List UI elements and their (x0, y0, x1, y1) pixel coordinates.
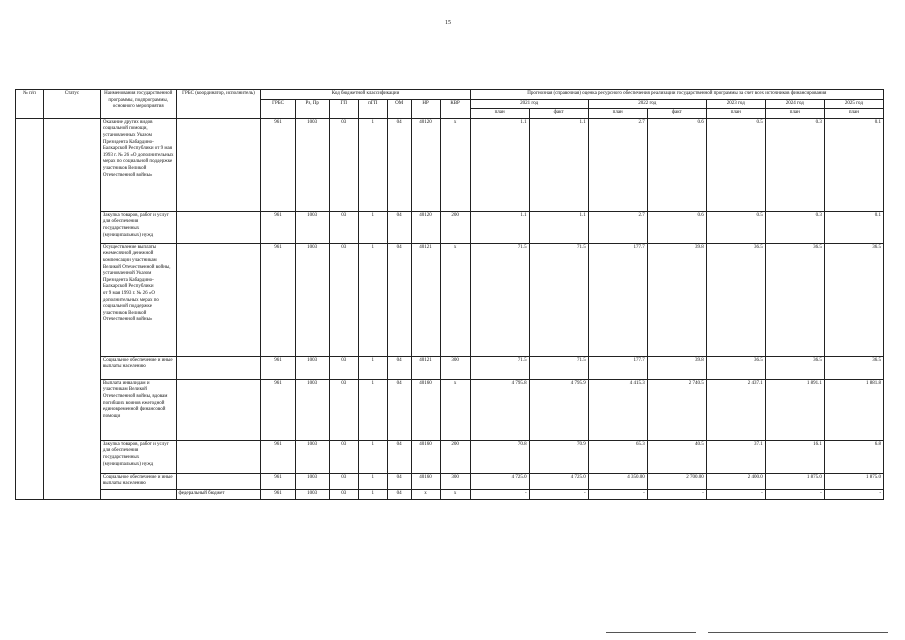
value-cell: 0.1 (824, 118, 883, 211)
code-header: ГП (329, 99, 358, 118)
code-cell: 300 (440, 356, 470, 379)
grbs-coord-cell (176, 473, 261, 489)
code-cell: 40121 (411, 243, 440, 356)
sub-header: факт (647, 109, 706, 119)
value-cell: - (470, 489, 529, 499)
sub-header: план (470, 109, 529, 119)
value-cell: 6.8 (824, 440, 883, 473)
code-cell: 1 (358, 118, 387, 211)
footer-line (708, 632, 888, 633)
year-header: 2022 год (588, 99, 706, 109)
value-cell: 0.6 (647, 211, 706, 243)
col-grbs-coord-header: ГРБС (координатор, исполнитель) (176, 90, 261, 119)
code-header: ГРБС (261, 99, 295, 118)
num-cell (16, 118, 44, 499)
col-num-header: № п/п (16, 90, 44, 119)
budget-table (15, 89, 884, 500)
code-cell: 961 (261, 473, 295, 489)
value-cell: - (529, 489, 588, 499)
value-cell: 0.5 (706, 211, 765, 243)
value-cell: 71.5 (470, 243, 529, 356)
code-cell: 1 (358, 243, 387, 356)
value-cell: 0.3 (765, 211, 824, 243)
value-cell: 70.9 (529, 440, 588, 473)
value-cell: 2 700.00 (647, 473, 706, 489)
code-cell: 1003 (295, 243, 329, 356)
code-header: Рз, Пр (295, 99, 329, 118)
code-cell: 1003 (295, 489, 329, 499)
code-cell: 04 (387, 440, 411, 473)
year-header: 2025 год (824, 99, 883, 109)
table-row-federal (16, 489, 884, 499)
row-name: Социальное обеспечение и иные выплаты населению (100, 356, 176, 379)
code-cell: 04 (387, 243, 411, 356)
value-cell: - (588, 489, 647, 499)
value-cell: 0.6 (647, 118, 706, 211)
value-cell: 39.8 (647, 356, 706, 379)
value-cell: 4 725.0 (529, 473, 588, 489)
value-cell: 1.1 (529, 118, 588, 211)
value-cell: 4 795.9 (529, 379, 588, 440)
sub-header: план (765, 109, 824, 119)
value-cell: 2 400.0 (706, 473, 765, 489)
forecast-header: Прогнозная (справочная) оценка ресурсного обеспечения реализации государственной программы за счет всех источников финансирования (470, 90, 883, 100)
value-cell: 0.3 (765, 118, 824, 211)
code-cell: 961 (261, 440, 295, 473)
table-row (16, 211, 884, 243)
grbs-coord-cell (176, 440, 261, 473)
value-cell: 70.8 (470, 440, 529, 473)
code-cell: 04 (387, 379, 411, 440)
value-cell: 1.1 (470, 211, 529, 243)
code-cell: 04 (387, 211, 411, 243)
value-cell: 71.5 (529, 243, 588, 356)
value-cell: 36.5 (765, 243, 824, 356)
value-cell: 2 740.5 (647, 379, 706, 440)
code-header: ОМ (387, 99, 411, 118)
row-name: Выплата инвалидам и участникам Великой Отечественной войны, вдовам погибших воинов ежегодной единовременной финансовой помощи (100, 379, 176, 440)
code-cell: 1003 (295, 440, 329, 473)
code-cell: 200 (440, 440, 470, 473)
sub-header: план (588, 109, 647, 119)
row-name: Закупка товаров, работ и услуг для обеспечения государственных (муниципальных) нужд (100, 211, 176, 243)
row-name: Закупка товаров, работ и услуг для обеспечения государственных (муниципальных) нужд (100, 440, 176, 473)
code-cell: 1 (358, 211, 387, 243)
code-cell: 1003 (295, 211, 329, 243)
code-cell: х (440, 118, 470, 211)
code-cell: х (440, 379, 470, 440)
code-cell: 40121 (411, 356, 440, 379)
row-name: Социальное обеспечение и иные выплаты населению (100, 473, 176, 489)
grbs-coord-cell (176, 211, 261, 243)
value-cell: 71.5 (529, 356, 588, 379)
budget-code-header: Код бюджетной классификации (261, 90, 470, 100)
code-cell: 04 (387, 356, 411, 379)
code-cell: 03 (329, 473, 358, 489)
code-header: пГП (358, 99, 387, 118)
table-row (16, 473, 884, 489)
code-cell: 04 (387, 473, 411, 489)
code-cell: х (411, 489, 440, 499)
footer-line (606, 632, 696, 633)
value-cell: 4 795.8 (470, 379, 529, 440)
value-cell: 1.1 (470, 118, 529, 211)
value-cell: - (706, 489, 765, 499)
value-cell: 36.5 (824, 356, 883, 379)
value-cell: 0.1 (824, 211, 883, 243)
table-row (16, 379, 884, 440)
status-cell (43, 118, 100, 499)
grbs-coord-cell (176, 243, 261, 356)
code-cell: 1003 (295, 379, 329, 440)
code-cell: 1 (358, 379, 387, 440)
table-row (16, 118, 884, 211)
value-cell: - (824, 489, 883, 499)
code-cell: 03 (329, 489, 358, 499)
code-cell: 961 (261, 243, 295, 356)
code-cell: 961 (261, 211, 295, 243)
code-cell: 03 (329, 440, 358, 473)
grbs-coord-cell (176, 118, 261, 211)
value-cell: 65.3 (588, 440, 647, 473)
value-cell: 71.5 (470, 356, 529, 379)
value-cell: 4 725.0 (470, 473, 529, 489)
code-cell: 04 (387, 118, 411, 211)
code-cell: 03 (329, 243, 358, 356)
sub-header: факт (529, 109, 588, 119)
code-cell: 961 (261, 356, 295, 379)
code-cell: 1003 (295, 473, 329, 489)
value-cell: 1 881.8 (824, 379, 883, 440)
code-cell: 1003 (295, 356, 329, 379)
code-cell: 1 (358, 489, 387, 499)
table-row (16, 356, 884, 379)
year-header: 2021 год (470, 99, 588, 109)
code-cell: х (440, 243, 470, 356)
row-name: Оказание других видов социальной помощи, установленных Указом Президента Кабардино-Балкарской Республики от 9 мая 1993 г. № 26 «О дополнительных мерах по социальной поддержке участников Великой Отечественной войны» (100, 118, 176, 211)
value-cell: 36.5 (706, 356, 765, 379)
code-cell: 1 (358, 356, 387, 379)
table-row (16, 243, 884, 356)
sub-header: план (824, 109, 883, 119)
value-cell: 177.7 (588, 243, 647, 356)
code-cell: 1 (358, 473, 387, 489)
value-cell: 2.7 (588, 211, 647, 243)
row-name (100, 489, 176, 499)
code-header: КВР (440, 99, 470, 118)
value-cell: 177.7 (588, 356, 647, 379)
value-cell: 16.1 (765, 440, 824, 473)
value-cell: 1 875.0 (765, 473, 824, 489)
code-cell: 1 (358, 440, 387, 473)
value-cell: 2 437.1 (706, 379, 765, 440)
code-cell: 40160 (411, 440, 440, 473)
code-cell: 1003 (295, 118, 329, 211)
value-cell: - (647, 489, 706, 499)
value-cell: 1 891.1 (765, 379, 824, 440)
value-cell: 40.5 (647, 440, 706, 473)
grbs-coord-cell (176, 379, 261, 440)
funding-source-label: федеральный бюджет (176, 489, 261, 499)
code-cell: 40120 (411, 211, 440, 243)
col-name-header: Наименования государственной программы, подпрограммы, основного мероприятия (100, 90, 176, 119)
code-header: НР (411, 99, 440, 118)
page-number: 15 (445, 20, 451, 26)
value-cell: 39.8 (647, 243, 706, 356)
code-cell: 03 (329, 379, 358, 440)
value-cell: 36.5 (824, 243, 883, 356)
code-cell: 961 (261, 118, 295, 211)
value-cell: 1.1 (529, 211, 588, 243)
code-cell: 03 (329, 211, 358, 243)
code-cell: 04 (387, 489, 411, 499)
code-cell: 961 (261, 379, 295, 440)
col-status-header: Статус (43, 90, 100, 119)
year-header: 2024 год (765, 99, 824, 109)
code-cell: 200 (440, 211, 470, 243)
code-cell: 961 (261, 489, 295, 499)
year-header: 2023 год (706, 99, 765, 109)
grbs-coord-cell (176, 356, 261, 379)
value-cell: 4 350.00 (588, 473, 647, 489)
value-cell: 36.5 (706, 243, 765, 356)
row-name: Осуществление выплаты ежемесячной денежной компенсации участникам Великой Отечественной войны, установленной Указом Президента Кабардино-Балкарской Республики от 9 мая 1993 г. № 26 «О дополнительных мерах по социальной поддержке участников Великой Отечественной войны» (100, 243, 176, 356)
value-cell: - (765, 489, 824, 499)
code-cell: 40120 (411, 118, 440, 211)
value-cell: 2.7 (588, 118, 647, 211)
value-cell: 1 875.0 (824, 473, 883, 489)
code-cell: х (440, 489, 470, 499)
code-cell: 40160 (411, 473, 440, 489)
code-cell: 03 (329, 118, 358, 211)
value-cell: 4 415.3 (588, 379, 647, 440)
code-cell: 300 (440, 473, 470, 489)
value-cell: 36.5 (765, 356, 824, 379)
value-cell: 0.5 (706, 118, 765, 211)
code-cell: 40160 (411, 379, 440, 440)
value-cell: 37.1 (706, 440, 765, 473)
code-cell: 03 (329, 356, 358, 379)
sub-header: план (706, 109, 765, 119)
table-row (16, 440, 884, 473)
